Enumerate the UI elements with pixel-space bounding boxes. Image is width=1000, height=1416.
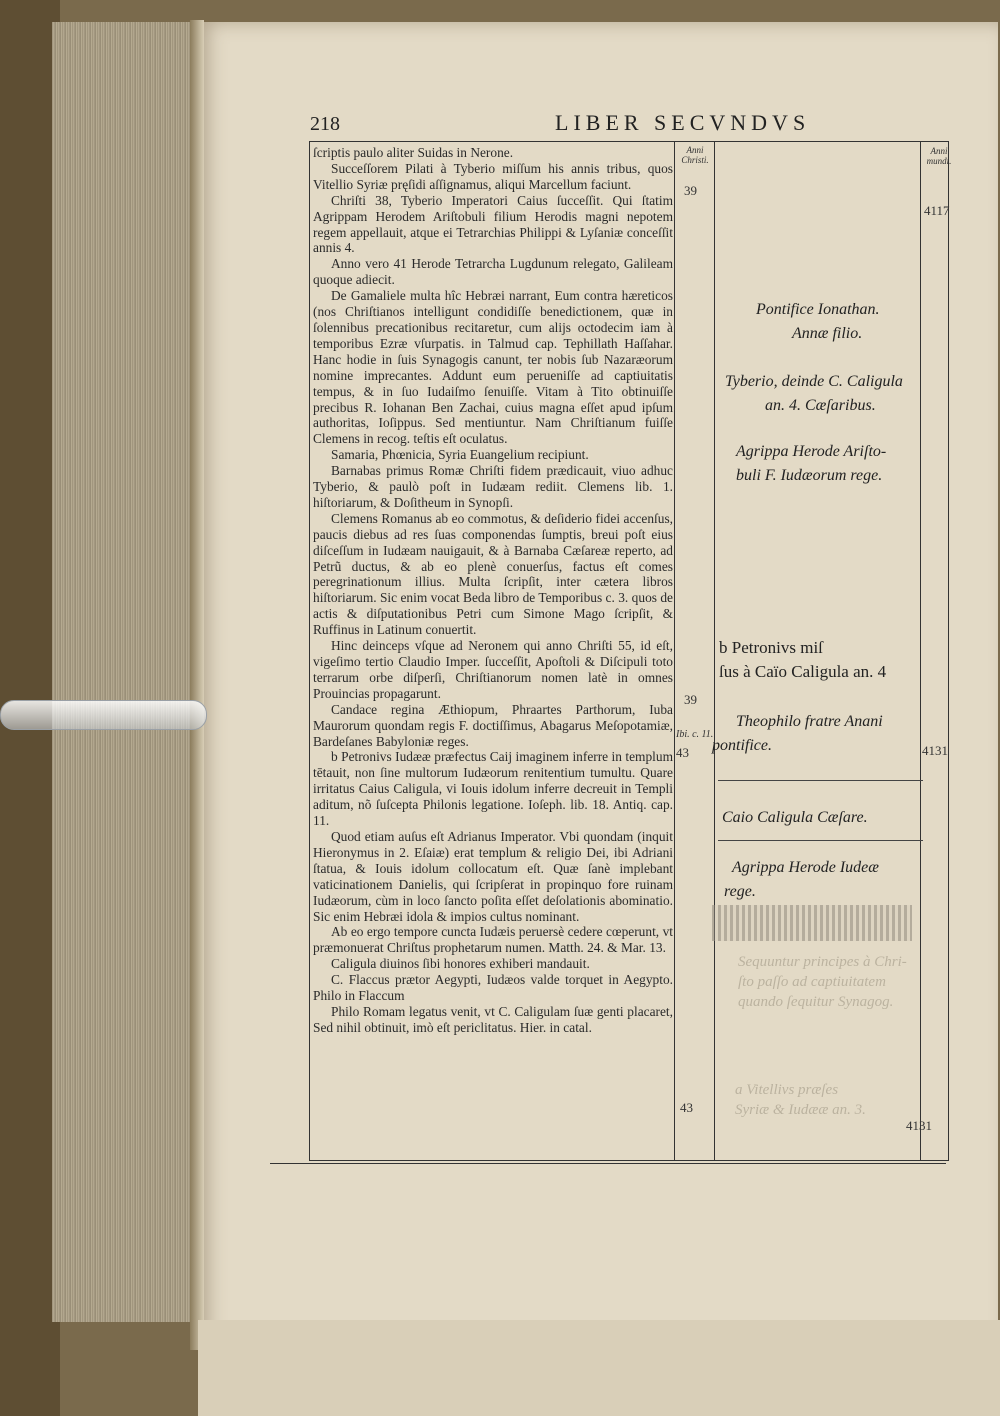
bleed-through-text-2: a Vitellivs præſes Syriæ & Iudææ an. 3. <box>735 1082 866 1118</box>
page-number: 218 <box>310 113 340 135</box>
entry-caesar-2: Caio Caligula Cæſare. <box>722 809 868 826</box>
anni-mundi-heading: Anni mundi. <box>926 146 952 166</box>
paragraph: De Gamaliele multa hîc Hebræi narrant, Eum contra hæreticos (nos Chriſtianos intelligunt condidiſſe benedictionem, quæ in ſolennibus precationibus recitaretur, cum alijs octodecim iam à temporibus Ezræ vſurpatis. in Talmud cap. Tephillath Haſſahar. Hanc hodie in ſuis Synagogis canunt, ter nobis ſub Nazaræorum nomine imprecantes. Addunt eum perueniſſe ad captiuitatis tempus, & in ſuo Iudaiſmo ſenuiſſe. Vitam à Tito obtinuiſſe precibus R. Iohanan Ben Zachai, cuius magna eſſet apud ipſum authoritas, Ioſippus. Sed mentiuntur. Nam Chriſtianum fuiſſe Clemens in recog. teſtis eſt oculatus. <box>313 288 673 447</box>
page-gutter <box>190 20 204 1350</box>
paragraph: Philo Romam legatus venit, vt C. Caligulam ſuæ genti placaret, Sed nihil obtinuit, imò eſt periclitatus. Hier. in catal. <box>313 1003 673 1035</box>
paragraph: Hinc deinceps vſque ad Neronem qui anno Chriſti 55, id eſt, vigeſimo tertio Claudio Imper. ſucceſſit, Apoſtoli & Diſcipuli toto terrarum orbe diſperſi, Chriſtianorum nomen latè in omnes Prouincias propagarunt. <box>313 638 673 701</box>
year-christi: 43 <box>676 745 689 760</box>
paragraph: Candace regina Æthiopum, Phraartes Parthorum, Iuba Maurorum quondam regis F. doctiſſimus, Abagarus Meſopotamiæ, Bardeſanes Babyloniæ reges. <box>313 701 673 749</box>
paragraph: Clemens Romanus ab eo commotus, & deſiderio fidei accenſus, paucis diebus ad res ſuas componendas ſumptis, breui poſt eius diſceſſum in Iudæam nauigauit, & à Barnaba Cæſareæ reperto, ad Petrũ ductus, & ab eo plenè conuerſus, factus eſt comes peregrinationum illius. Multa ſcripſit, inter cætera libros hiſtoriarum. Sic enim vocat Beda libro de Temporibus c. 3. quos de actis & diſputationibus Petri cum Simone Mago ſcripſit, & Ruffinus in Latinum conuertit. <box>313 510 673 638</box>
entry-line-text: Agrippa Herode Ariſto- <box>736 443 887 460</box>
year-christi: 39 <box>684 183 697 198</box>
year-christi: 39 <box>684 692 697 707</box>
main-text-column <box>313 145 673 1036</box>
entry-pontifex <box>756 298 946 346</box>
bottom-rule <box>270 1163 946 1164</box>
entry-pontifex-2 <box>712 710 926 758</box>
paragraph: b Petronivs Iudææ præfectus Caij imaginem inferre in templum tētauit, non ſine multorum Iudæorum renitentium tumultu. Quare irritatus Caius Caligula, vi Iouis idolum inferre decreuit in Templi aditum, nõ ſuſcepta Philonis legatione. Ioſeph. lib. 18. Antiq. cap. 11. <box>313 749 673 829</box>
year-mundi: 4131 <box>906 1118 932 1133</box>
column-rule-left <box>674 141 675 1161</box>
paragraph: Succeſſorem Pilati à Tyberio miſſum his annis tribus, quos Vitellio Syriæ pręſidi aſſignamus, aliqui Marcellum faciunt. <box>313 160 673 192</box>
entry-line-text: an. 4. Cæſaribus. <box>765 397 876 414</box>
entry-line-text: pontifice. <box>712 737 772 754</box>
paragraph: Anno vero 41 Herode Tetrarcha Lugdunum relegato, Galileam quoque adiecit. <box>313 256 673 288</box>
anni-christi-heading: Anni Christi. <box>681 145 709 165</box>
entry-line-text: rege. <box>724 883 756 900</box>
bleed-through-text-1: Sequuntur principes à Chri- ſto paſſo ad captiuitatem quando ſequitur Synagog. <box>738 954 907 1010</box>
decorative-ornament-band <box>712 905 912 941</box>
paragraph: Ab eo ergo tempore cuncta Iudæis peruersè cedere cœperunt, vt præmonuerat Chriſtus prophetarum numen. Matth. 24. & Mar. 13. <box>313 924 673 956</box>
paragraph: Caligula diuinos ſibi honores exhiberi mandauit. <box>331 956 590 972</box>
marginal-reference: Ibi. c. 11. <box>676 729 714 740</box>
paragraph: Quod etiam auſus eſt Adrianus Imperator. Vbi quondam (inquit Hieronymus in 2. Eſaiæ) erat templum & religio Dei, ibi Adriani ſtatua, & Iouis idolum collocatum eſt. Quæ ſanè implebant vaticinationem Danielis, qui ſcripſerat in propinquo fore ruinam Iudæorum, cùm in loco ſancto poſita eſſet deſolationis abominatio. Sic enim Hebræi idola & impios cultus nominant. <box>313 828 673 924</box>
plastic-bookmark-clip <box>0 700 207 730</box>
entry-praeses <box>719 636 919 684</box>
paragraph: Samaria, Phœnicia, Syria Euangelium recipiunt. <box>331 447 589 463</box>
entry-caesar <box>725 370 925 418</box>
entry-rex-2 <box>724 856 922 904</box>
paragraph: C. Flaccus prætor Aegypti, Iudæos valde torquet in Aegypto. Philo in Flaccum <box>313 972 673 1004</box>
year-mundi: 4131 <box>922 743 948 758</box>
entry-rex <box>736 440 926 488</box>
entry-line-text: Tyberio, deinde C. Caligula <box>725 373 903 390</box>
entry-divider <box>718 780 923 781</box>
entry-line-text: Agrippa Herode Iudeæ <box>732 859 879 876</box>
running-title: LIBER SECVNDVS <box>555 110 811 135</box>
page-lower-margin <box>198 1320 1000 1416</box>
entry-line-text: buli F. Iudæorum rege. <box>736 467 883 484</box>
entry-line-text: Pontifice Ionathan. <box>756 301 880 318</box>
entry-line-text: Theophilo fratre Anani <box>736 713 883 730</box>
paragraph: Barnabas primus Romæ Chriſti fidem prædicauit, viuo adhuc Tyberio, & paulò poſt in Iudæam rediit. Clemens lib. 1. hiſtoriarum, & Doſitheum in Synopſi. <box>313 463 673 510</box>
column-rule-christi <box>714 141 715 1161</box>
paragraph: ſcriptis paulo aliter Suidas in Nerone. <box>313 145 514 160</box>
entry-line-text: ſus à Caïo Caligula an. 4 <box>719 662 887 681</box>
entry-line-text: b Petronivs miſ <box>719 638 823 657</box>
year-mundi: 4117 <box>924 203 950 218</box>
entry-line-text: Annæ filio. <box>792 325 863 342</box>
year-christi: 43 <box>680 1100 693 1115</box>
paragraph: Chriſti 38, Tyberio Imperatori Caius ſucceſſit. Qui ſtatim Agrippam Herodem Ariſtobuli filium Herodis magni nepotem regem appellauit, atque ei Tetrarchias Philippi & Lyſaniæ conceſſit annis 4. <box>313 192 673 256</box>
page-block-edges <box>52 22 199 1322</box>
entry-divider <box>718 840 923 841</box>
